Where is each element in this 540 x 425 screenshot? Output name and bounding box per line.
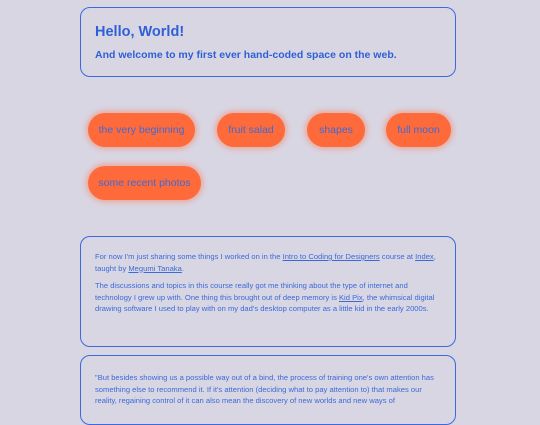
- nav-button-the-very-beginning[interactable]: the very beginning: [88, 113, 195, 147]
- intro-text: course at: [379, 252, 416, 261]
- nav-button-full-moon[interactable]: full moon: [386, 113, 451, 147]
- intro-paragraph: [95, 251, 441, 274]
- memory-text: The discussions and topics in this course really got me thinking about the type of internet and technology I grew up with. One thing this brought out of deep memory is: [95, 281, 408, 302]
- kid-pix-link[interactable]: Kid Pix: [338, 292, 363, 302]
- quote-text: "But besides showing us a possible way out of a bind, the process of training one's own attention has something else to recommend it. If it's attention (deciding what to pay attention to) that makes our reality, regaining control of it can also mean the discovery of new worlds and new ways of: [95, 373, 434, 405]
- intro-text: , taught by: [95, 252, 436, 273]
- quote-card: [80, 355, 456, 425]
- course-link[interactable]: Intro to Coding for Designers: [282, 252, 380, 261]
- memory-paragraph: [95, 280, 441, 315]
- welcome-card: [80, 7, 456, 77]
- intro-text: .: [181, 263, 184, 273]
- nav-button-shapes[interactable]: shapes: [307, 113, 365, 147]
- page-title: Hello, World!: [95, 24, 185, 40]
- nav-button-fruit-salad[interactable]: fruit salad: [217, 113, 285, 147]
- memory-text: , the whimsical digital drawing software I used to play with on my dad's desktop computer as a little kid in the early 2000s.: [95, 292, 435, 313]
- nav-button-some-recent-photos[interactable]: some recent photos: [88, 166, 201, 200]
- intro-card: [80, 236, 456, 347]
- welcome-subtitle: And welcome to my first ever hand-coded space on the web.: [95, 49, 397, 61]
- index-link[interactable]: Index: [415, 252, 434, 261]
- intro-text: For now I'm just sharing some things I worked on in the: [95, 252, 283, 261]
- instructor-link[interactable]: Megumi Tanaka: [128, 263, 182, 273]
